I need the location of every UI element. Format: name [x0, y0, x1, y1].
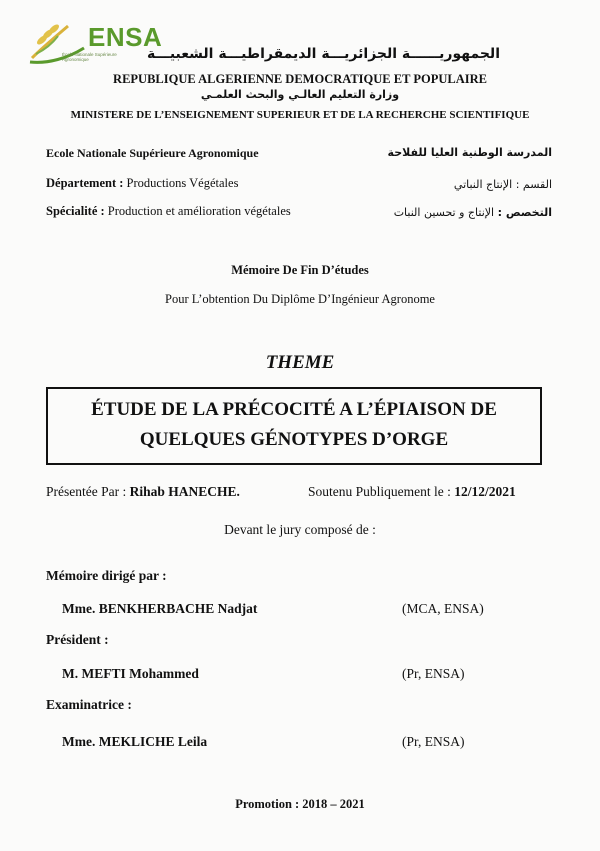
student-name: Rihab HANECHE.: [129, 484, 240, 499]
speciality-value: Production et amélioration végétales: [107, 204, 291, 218]
defended-line: [308, 484, 516, 500]
promotion-years: Promotion : 2018 – 2021: [235, 797, 365, 811]
department-label: Département :: [46, 176, 124, 190]
examiner-role: Examinatrice :: [46, 697, 132, 712]
ensa-logo: [28, 18, 163, 66]
theme-label: THEME: [265, 352, 335, 373]
president-role: Président :: [46, 632, 109, 647]
department-value: Productions Végétales: [126, 176, 239, 190]
arabic-ministry-title: وزارة التعليم العالـي والبحث العلمـي: [200, 88, 400, 101]
supervisor-role: Mémoire dirigé par :: [46, 568, 167, 583]
presented-label: Présentée Par :: [46, 484, 127, 499]
president-title: (Pr, ENSA): [402, 666, 465, 681]
president-name: M. MEFTI Mohammed: [62, 666, 199, 681]
supervisor-name: Mme. BENKHERBACHE Nadjat: [62, 601, 258, 616]
department-line: [46, 176, 238, 191]
speciality-arabic-line: [394, 206, 552, 219]
school-name-arabic: المدرسة الوطنية العليا للفلاحة: [387, 146, 552, 159]
defense-date: 12/12/2021: [454, 484, 516, 499]
logo-subtitle: École Nationale Supérieure Agronomique: [62, 52, 117, 62]
speciality-arabic-value: الإنتاج و تحسين النبات: [393, 206, 495, 219]
logo-text: ENSA: [88, 22, 163, 52]
school-name: Ecole Nationale Supérieure Agronomique: [46, 146, 259, 160]
defended-label: Soutenu Publiquement le :: [308, 484, 451, 499]
examiner-title: (Pr, ENSA): [402, 734, 465, 749]
memoire-subtitle: Pour L’obtention Du Diplôme D’Ingénieur Agronome: [165, 292, 435, 306]
speciality-label: Spécialité :: [46, 204, 105, 218]
theme-title-line-2: QUELQUES GÉNOTYPES D’ORGE: [139, 429, 449, 450]
department-arabic: القسم : الإنتاج النباتي: [453, 178, 552, 191]
theme-title-line-1: ÉTUDE DE LA PRÉCOCITÉ A L’ÉPIAISON DE: [91, 399, 497, 420]
speciality-line: [46, 204, 291, 219]
theme-box: [46, 387, 542, 465]
supervisor-title: (MCA, ENSA): [402, 601, 484, 616]
arabic-republic-title: الجمهوريــــــة الجزائريـــة الديمقراطيـــة الشعبيـــة: [146, 46, 500, 62]
republic-title: REPUBLIQUE ALGERIENNE DEMOCRATIQUE ET POPULAIRE: [113, 72, 487, 86]
jury-intro: Devant le jury composé de :: [224, 522, 376, 537]
ministry-title: MINISTERE DE L’ENSEIGNEMENT SUPERIEUR ET DE LA RECHERCHE SCIENTIFIQUE: [70, 109, 530, 121]
examiner-name: Mme. MEKLICHE Leila: [62, 734, 208, 749]
presented-by-line: [46, 484, 240, 500]
memoire-title: Mémoire De Fin D’études: [231, 263, 369, 277]
speciality-arabic-label: التخصص :: [497, 206, 552, 219]
